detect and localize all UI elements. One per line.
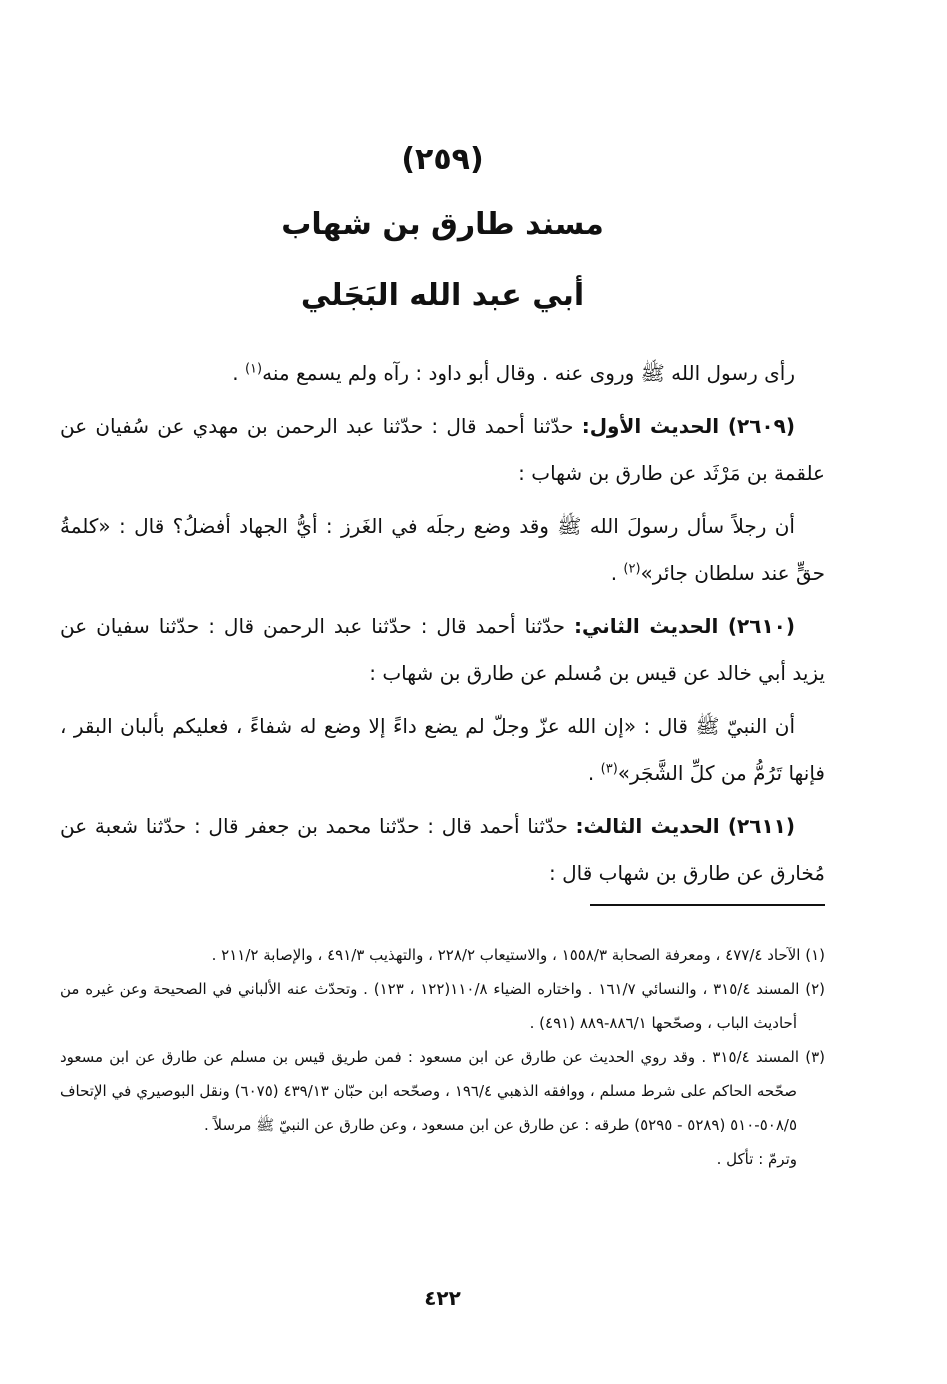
footnote-2: (٢) المسند ٣١٥/٤ ، والنسائي ١٦١/٧ . واختاره الضياء ١١٠/٨(١٢٢ ، ١٢٣) . وتحدّث عنه الألباني في الصحيحة وعن غيره من أحاديث الباب ، وصحّحها ٨٨٦/١-٨٨٩ (٤٩١) . xyxy=(60,980,825,1032)
intro-paragraph xyxy=(60,350,825,397)
hadith-2610-text: أن النبيّ ﷺ قال : «إن الله عزّ وجلّ لم يضع داءً إلا وضع له شفاءً ، فعليكم بألبان البقر ، فإنها تَرُمُّ من كلِّ الشَّجَر» xyxy=(60,714,825,785)
hadith-2610-chain: حدّثنا أحمد قال : حدّثنا عبد الرحمن قال : حدّثنا سفيان عن يزيد أبي خالد عن قيس بن مُسلم عن طارق بن شهاب : xyxy=(60,614,825,685)
hadith-2609-end: . xyxy=(610,561,624,585)
hadith-2609-chain: حدّثنا أحمد قال : حدّثنا عبد الرحمن بن مهدي عن سُفيان عن علقمة بن مَرْثَد عن طارق بن شهاب : xyxy=(60,414,825,485)
main-text xyxy=(60,350,825,897)
intro-end: . xyxy=(232,361,245,385)
chapter-title: مسند طارق بن شهاب xyxy=(281,207,604,242)
hadith-2610-label: (٢٦١٠) الحديث الثاني: xyxy=(573,614,795,638)
footnotes xyxy=(60,938,825,1176)
footnote-1: (١) الآحاد ٤٧٧/٤ ، ومعرفة الصحابة ١٥٥٨/٣ ، والاستيعاب ٢٢٨/٢ ، والتهذيب ٤٩١/٣ ، والإصابة ٢١١/٢ . xyxy=(211,946,825,964)
footnote-3: (٣) المسند ٣١٥/٤ . وقد روي الحديث عن طارق عن ابن مسعود : فمن طريق قيس بن مسلم عن طارق عن ابن مسعود صحّحه الحاكم على شرط مسلم ، ووافقه الذهبي ١٩٦/٤ ، وصحّحه ابن حبّان ٤٣٩/١٣ (٦٠٧٥) ونقل البوصيري في الإتحاف ٥٠٨/٥-٥١٠ (٥٢٨٩ - ٥٢٩٥) طرقه : عن طارق عن ابن مسعود ، وعن طارق عن النبيّ ﷺ مرسلاً . xyxy=(60,1048,825,1134)
chapter-number: (٢٥٩) xyxy=(401,142,484,177)
hadith-2611-isnad xyxy=(60,803,825,897)
hadith-2611-label: (٢٦١١) الحديث الثالث: xyxy=(575,814,795,838)
footnote-ref-3: (٣) xyxy=(600,761,618,777)
footnote-ref-2: (٢) xyxy=(623,561,641,577)
hadith-2609-matn xyxy=(60,503,825,597)
intro-text: رأى رسول الله ﷺ وروى عنه . وقال أبو داود : رآه ولم يسمع منه xyxy=(262,361,795,385)
hadith-2610-isnad xyxy=(60,603,825,697)
footnote-3-gloss: وترمّ : تأكل . xyxy=(716,1150,797,1168)
hadith-2609-label: (٢٦٠٩) الحديث الأول: xyxy=(581,414,795,438)
hadith-2610-matn xyxy=(60,703,825,797)
chapter-subtitle: أبي عبد الله البَجَلي xyxy=(300,278,585,313)
page-number: ٤٢٢ xyxy=(424,1286,461,1310)
footnote-ref-1: (١) xyxy=(244,361,263,377)
hadith-2609-isnad xyxy=(60,403,825,497)
footnote-divider xyxy=(590,904,825,906)
hadith-2610-end: . xyxy=(587,761,601,785)
hadith-2611-chain: حدّثنا أحمد قال : حدّثنا محمد بن جعفر قال : حدّثنا شعبة عن مُخارق عن طارق بن شهاب قال : xyxy=(60,814,825,885)
hadith-2609-text: أن رجلاً سأل رسولَ الله ﷺ وقد وضع رجلَه في الغَرز : أيُّ الجهاد أفضلُ؟ قال : «كلمةُ حقٍّ عند سلطان جائر» xyxy=(60,514,825,585)
document-page xyxy=(60,0,825,1384)
